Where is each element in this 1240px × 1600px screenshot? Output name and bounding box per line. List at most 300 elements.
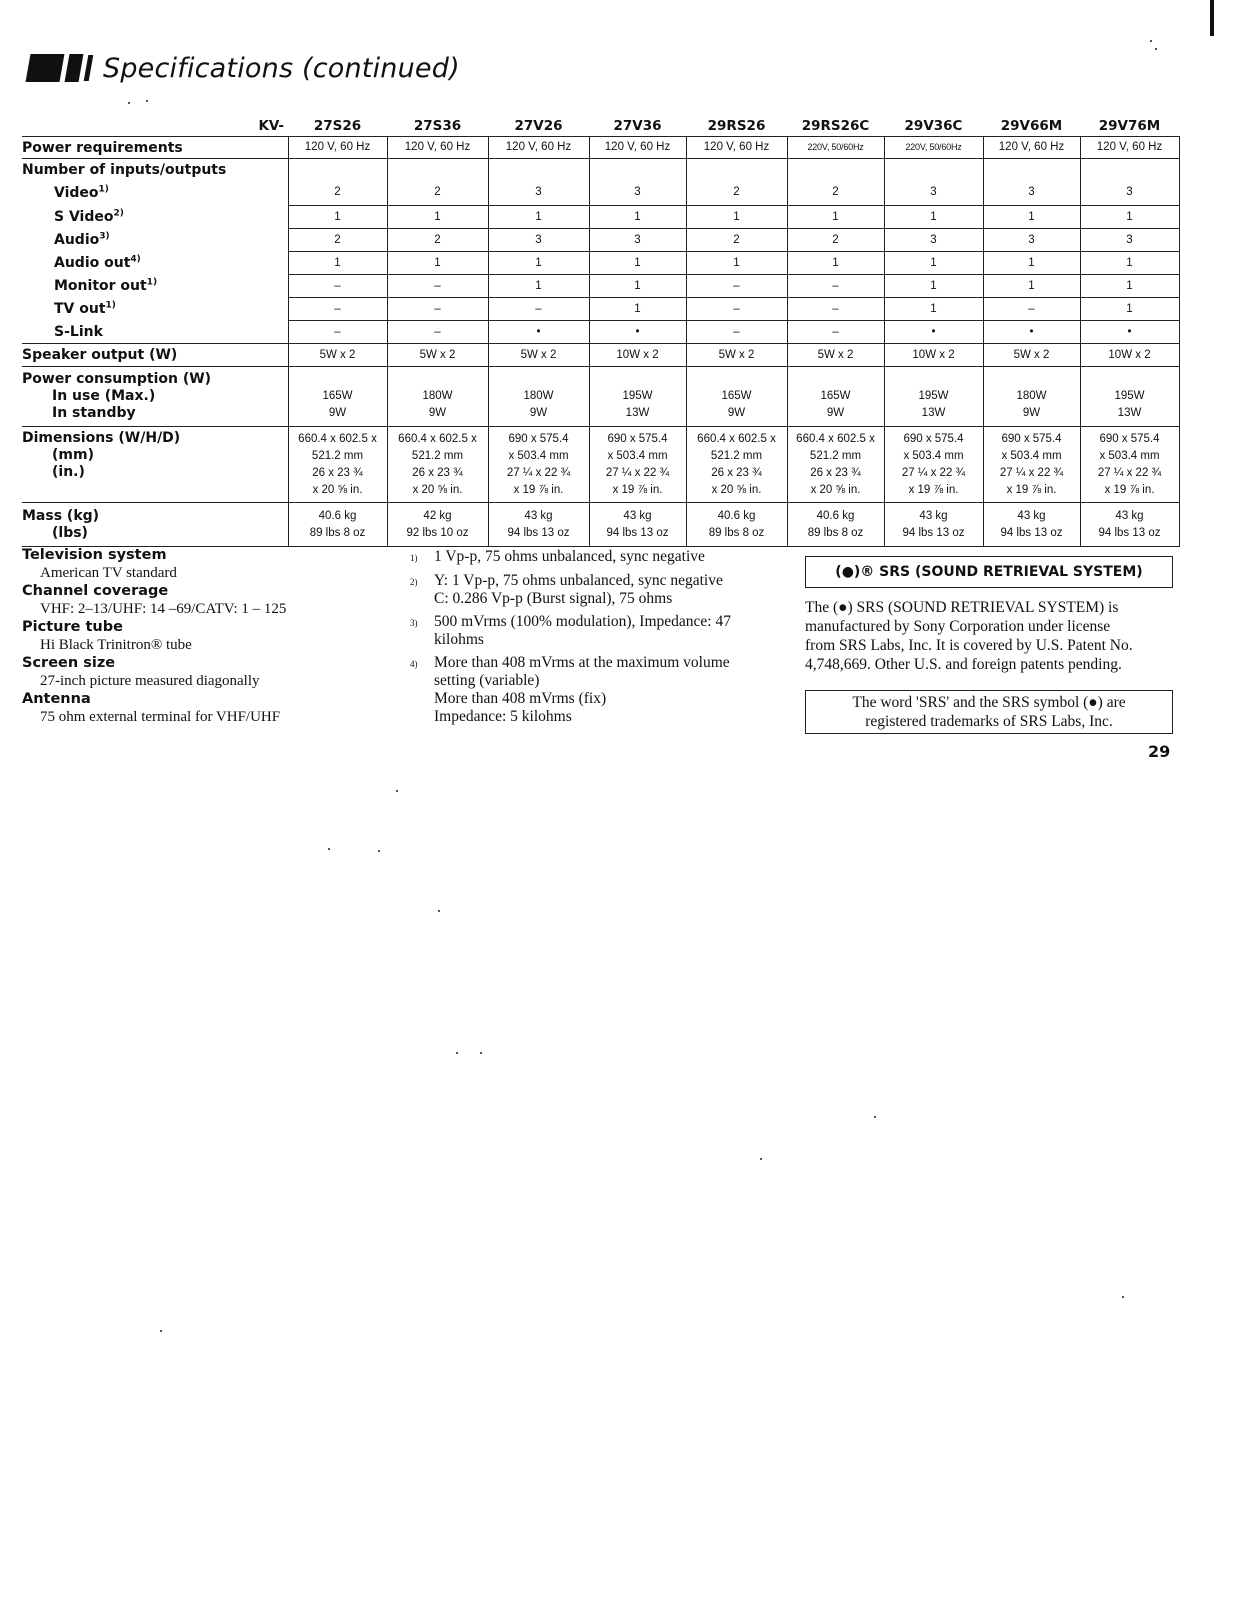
spec-value: x 19 ⅞ in. bbox=[908, 483, 959, 496]
header-block-icon bbox=[26, 54, 65, 82]
row-label: Power requirements bbox=[22, 137, 288, 159]
spec-value-cell bbox=[488, 321, 589, 344]
spec-value-cell bbox=[686, 229, 787, 252]
spec-value-cell bbox=[686, 159, 787, 181]
spec-value: 5W x 2 bbox=[319, 348, 356, 361]
spec-value-cell bbox=[288, 367, 387, 427]
spec-value-cell bbox=[387, 159, 488, 181]
spec-value-cell bbox=[589, 427, 686, 503]
spec-value: 9W bbox=[328, 406, 347, 419]
spec-value: 94 lbs 13 oz bbox=[1000, 526, 1063, 539]
row-dimensions bbox=[22, 427, 1179, 503]
footnote-marker: 4) bbox=[130, 254, 141, 265]
spec-value-cell bbox=[686, 367, 787, 427]
spec-value-cell bbox=[686, 275, 787, 298]
row-power-requirements bbox=[22, 137, 1179, 159]
spec-value-cell bbox=[1080, 344, 1179, 367]
row-sublabel: (in.) bbox=[52, 464, 85, 480]
spec-value: x 20 ⅝ in. bbox=[412, 483, 463, 496]
spec-value-cell bbox=[288, 427, 387, 503]
spec-value: 42 kg bbox=[423, 509, 452, 522]
spec-value-cell bbox=[787, 503, 884, 547]
scan-speck bbox=[328, 848, 330, 850]
spec-value-cell bbox=[589, 229, 686, 252]
spec-value-cell bbox=[983, 298, 1080, 321]
model-name: 27V26 bbox=[514, 118, 563, 134]
spec-value-cell bbox=[488, 229, 589, 252]
spec-value-cell bbox=[387, 181, 488, 206]
srs-trademark-box bbox=[805, 690, 1173, 734]
spec-value: 660.4 x 602.5 x bbox=[796, 432, 875, 445]
spec-value: 1 bbox=[930, 256, 937, 269]
header-block-icon bbox=[84, 55, 94, 81]
row-label bbox=[22, 503, 288, 547]
footnote-body bbox=[434, 548, 705, 567]
spec-value: 1 bbox=[334, 256, 341, 269]
spec-value: 690 x 575.4 bbox=[1099, 432, 1160, 445]
spec-value-cell bbox=[589, 181, 686, 206]
spec-value-cell bbox=[983, 181, 1080, 206]
scan-speck bbox=[1122, 1296, 1124, 1298]
spec-value: 27 ¼ x 22 ¾ bbox=[901, 466, 966, 479]
spec-value-cell bbox=[983, 344, 1080, 367]
spec-value-cell bbox=[983, 503, 1080, 547]
row-label-text: TV out bbox=[54, 301, 106, 317]
spec-value: 43 kg bbox=[919, 509, 948, 522]
footnote-marker: 3) bbox=[99, 231, 110, 242]
spec-value-cell bbox=[884, 181, 983, 206]
spec-value: 89 lbs 8 oz bbox=[807, 526, 864, 539]
spec-value: 2 bbox=[832, 233, 839, 246]
scan-speck bbox=[438, 910, 440, 912]
spec-heading: Screen size bbox=[22, 655, 116, 671]
spec-value-cell bbox=[1080, 503, 1179, 547]
spec-value-cell bbox=[1080, 427, 1179, 503]
spec-value: 13W bbox=[625, 406, 650, 419]
spec-value: 1 bbox=[634, 210, 641, 223]
spec-value-cell bbox=[686, 503, 787, 547]
scan-speck bbox=[874, 1116, 876, 1118]
footnote bbox=[410, 654, 780, 726]
footnote-line: More than 408 mVrms at the maximum volume bbox=[434, 654, 730, 671]
spec-value: 5W x 2 bbox=[1013, 348, 1050, 361]
spec-value-cell bbox=[288, 229, 387, 252]
spec-value-cell bbox=[983, 252, 1080, 275]
spec-value: 195W bbox=[918, 389, 949, 402]
scan-speck bbox=[378, 850, 380, 852]
spec-value-cell bbox=[983, 137, 1080, 159]
model-name: 29V36C bbox=[904, 118, 963, 134]
spec-value: 2 bbox=[334, 186, 341, 199]
spec-value-cell bbox=[884, 275, 983, 298]
footnote bbox=[410, 548, 780, 567]
spec-value: 1 bbox=[434, 210, 441, 223]
spec-value: 3 bbox=[634, 233, 641, 246]
spec-value-cell bbox=[488, 503, 589, 547]
spec-value-cell bbox=[686, 321, 787, 344]
spec-value: 180W bbox=[1016, 389, 1047, 402]
spec-value-cell bbox=[387, 229, 488, 252]
spec-value: 1 bbox=[733, 210, 740, 223]
footnote-line: kilohms bbox=[434, 631, 484, 648]
kv-prefix: KV- bbox=[258, 118, 284, 134]
spec-value-cell bbox=[983, 427, 1080, 503]
spec-value-cell bbox=[1080, 298, 1179, 321]
spec-value: 5W x 2 bbox=[419, 348, 456, 361]
spec-heading: Channel coverage bbox=[22, 583, 169, 599]
spec-value: 521.2 mm bbox=[710, 449, 763, 462]
spec-value: 13W bbox=[921, 406, 946, 419]
spec-value-cell bbox=[884, 367, 983, 427]
spec-value: – bbox=[434, 325, 441, 338]
spec-value: 690 x 575.4 bbox=[607, 432, 668, 445]
spec-value-cell bbox=[488, 344, 589, 367]
spec-value: 690 x 575.4 bbox=[508, 432, 569, 445]
spec-value-cell bbox=[787, 321, 884, 344]
spec-value: 26 x 23 ¾ bbox=[312, 466, 363, 479]
spec-value: 521.2 mm bbox=[411, 449, 464, 462]
spec-value-cell bbox=[1080, 321, 1179, 344]
spec-value-cell bbox=[884, 298, 983, 321]
footnote-line: C: 0.286 Vp-p (Burst signal), 75 ohms bbox=[434, 590, 673, 607]
spec-text: Hi Black Trinitron® tube bbox=[40, 637, 192, 653]
spec-value: 3 bbox=[1028, 186, 1035, 199]
footnote-line: More than 408 mVrms (fix) bbox=[434, 690, 607, 707]
spec-value-cell bbox=[488, 427, 589, 503]
row-label bbox=[22, 252, 288, 275]
srs-paragraph bbox=[805, 598, 1185, 674]
footnote-line: 500 mVrms (100% modulation), Impedance: 47 bbox=[434, 613, 731, 630]
spec-value: 690 x 575.4 bbox=[903, 432, 964, 445]
spec-value-cell bbox=[686, 181, 787, 206]
scan-speck bbox=[146, 100, 148, 102]
row-io-heading bbox=[22, 159, 1179, 181]
spec-heading: Antenna bbox=[22, 691, 91, 707]
spec-value: 195W bbox=[1114, 389, 1145, 402]
spec-value-cell bbox=[488, 137, 589, 159]
scan-speck bbox=[1150, 40, 1152, 42]
spec-value: 1 bbox=[334, 210, 341, 223]
spec-value-cell bbox=[288, 321, 387, 344]
footnote-marker: 1) bbox=[98, 184, 109, 195]
spec-value-cell bbox=[787, 252, 884, 275]
spec-value: 120 V, 60 Hz bbox=[998, 141, 1065, 153]
spec-value-cell bbox=[288, 298, 387, 321]
spec-value-cell bbox=[983, 229, 1080, 252]
spec-value-cell bbox=[983, 367, 1080, 427]
spec-value: 1 bbox=[1126, 210, 1133, 223]
srs-paragraph-line: 4,748,669. Other U.S. and foreign patents pending. bbox=[805, 656, 1122, 673]
footnote bbox=[410, 572, 780, 608]
spec-value: 1 bbox=[535, 210, 542, 223]
spec-value: 9W bbox=[428, 406, 447, 419]
spec-value-cell bbox=[1080, 252, 1179, 275]
row-label: Speaker output (W) bbox=[22, 344, 288, 367]
spec-value: – bbox=[733, 279, 740, 292]
row-label-text: Monitor out bbox=[54, 278, 147, 294]
srs-title-box: (●)® SRS (SOUND RETRIEVAL SYSTEM) bbox=[805, 556, 1173, 588]
spec-value-cell bbox=[387, 367, 488, 427]
spec-value: 2 bbox=[733, 233, 740, 246]
spec-text: 75 ohm external terminal for VHF/UHF bbox=[40, 709, 281, 725]
row-io-monitor-out bbox=[22, 275, 1179, 298]
spec-value: 94 lbs 13 oz bbox=[606, 526, 669, 539]
srs-paragraph-line: from SRS Labs, Inc. It is covered by U.S. Patent No. bbox=[805, 637, 1133, 654]
spec-value: 220V, 50/60Hz bbox=[905, 142, 962, 152]
spec-value-cell bbox=[787, 181, 884, 206]
spec-value: – bbox=[733, 325, 740, 338]
spec-value-cell bbox=[288, 181, 387, 206]
row-label-text: Dimensions (W/H/D) bbox=[22, 430, 181, 446]
spec-value: 3 bbox=[930, 186, 937, 199]
spec-value: 120 V, 60 Hz bbox=[304, 141, 371, 153]
footnote bbox=[410, 613, 780, 649]
footnote-marker: 2) bbox=[410, 577, 418, 587]
footnote-body bbox=[434, 613, 731, 649]
spec-value: 43 kg bbox=[623, 509, 652, 522]
spec-value: 521.2 mm bbox=[809, 449, 862, 462]
spec-value-cell bbox=[1080, 367, 1179, 427]
row-power-consumption bbox=[22, 367, 1179, 427]
spec-value-cell bbox=[589, 298, 686, 321]
spec-value-cell bbox=[884, 159, 983, 181]
page-number: 29 bbox=[1148, 742, 1171, 761]
spec-value-cell bbox=[589, 252, 686, 275]
row-io-s-video bbox=[22, 206, 1179, 229]
spec-value: x 503.4 mm bbox=[607, 449, 668, 462]
spec-value: – bbox=[434, 279, 441, 292]
spec-value: 165W bbox=[322, 389, 353, 402]
spec-value: 2 bbox=[434, 186, 441, 199]
model-header-row bbox=[22, 112, 1179, 137]
spec-value-cell bbox=[1080, 275, 1179, 298]
srs-paragraph-line: manufactured by Sony Corporation under license bbox=[805, 618, 1111, 635]
spec-value: 660.4 x 602.5 x bbox=[398, 432, 477, 445]
section-header bbox=[28, 48, 460, 88]
spec-value: 27 ¼ x 22 ¾ bbox=[999, 466, 1064, 479]
spec-value: 180W bbox=[422, 389, 453, 402]
spec-value: 27 ¼ x 22 ¾ bbox=[506, 466, 571, 479]
footnote-marker: 1) bbox=[105, 300, 116, 311]
spec-value: 165W bbox=[721, 389, 752, 402]
spec-value: 94 lbs 13 oz bbox=[507, 526, 570, 539]
spec-value: x 19 ⅞ in. bbox=[1104, 483, 1155, 496]
spec-value-cell bbox=[884, 427, 983, 503]
spec-value-cell bbox=[589, 275, 686, 298]
spec-value: 3 bbox=[1126, 186, 1133, 199]
footnote-line: setting (variable) bbox=[434, 672, 540, 689]
spec-value: 220V, 50/60Hz bbox=[807, 142, 864, 152]
scan-speck bbox=[480, 1052, 482, 1054]
spec-value: 5W x 2 bbox=[718, 348, 755, 361]
footnote-marker: 4) bbox=[410, 659, 418, 669]
scan-speck bbox=[760, 1158, 762, 1160]
spec-value-cell bbox=[387, 275, 488, 298]
spec-value: 1 bbox=[832, 210, 839, 223]
row-io-s-link bbox=[22, 321, 1179, 344]
spec-value: x 503.4 mm bbox=[903, 449, 964, 462]
trademark-line: The word 'SRS' and the SRS symbol (●) are bbox=[852, 694, 1126, 711]
page-edge-mark bbox=[1210, 0, 1214, 36]
spec-value-cell bbox=[589, 321, 686, 344]
spec-value-cell bbox=[686, 427, 787, 503]
spec-value: – bbox=[535, 302, 542, 315]
spec-value: • bbox=[1029, 325, 1034, 338]
model-name: 29V66M bbox=[1000, 118, 1063, 134]
spec-value: 1 bbox=[634, 279, 641, 292]
spec-value: x 19 ⅞ in. bbox=[1006, 483, 1057, 496]
spec-value-cell bbox=[1080, 137, 1179, 159]
spec-value: 89 lbs 8 oz bbox=[708, 526, 765, 539]
model-name: 29RS26 bbox=[707, 118, 766, 134]
spec-value: – bbox=[832, 302, 839, 315]
spec-value: 2 bbox=[434, 233, 441, 246]
spec-value: 660.4 x 602.5 x bbox=[697, 432, 776, 445]
spec-value-cell bbox=[983, 159, 1080, 181]
spec-value: 120 V, 60 Hz bbox=[604, 141, 671, 153]
spec-text: 27-inch picture measured diagonally bbox=[40, 673, 260, 689]
row-label bbox=[22, 229, 288, 252]
general-specifications bbox=[22, 546, 382, 726]
footnote-marker: 1) bbox=[410, 553, 418, 563]
spec-value-cell bbox=[488, 206, 589, 229]
spec-value: 1 bbox=[733, 256, 740, 269]
scan-speck bbox=[396, 790, 398, 792]
spec-value-cell bbox=[787, 229, 884, 252]
spec-value-cell bbox=[589, 206, 686, 229]
spec-value-cell bbox=[488, 298, 589, 321]
spec-value-cell bbox=[589, 503, 686, 547]
spec-value: x 20 ⅝ in. bbox=[312, 483, 363, 496]
spec-value: 1 bbox=[930, 279, 937, 292]
scan-speck bbox=[128, 102, 130, 104]
spec-value-cell bbox=[387, 344, 488, 367]
spec-value-cell bbox=[1080, 206, 1179, 229]
spec-value: 120 V, 60 Hz bbox=[703, 141, 770, 153]
spec-value: 89 lbs 8 oz bbox=[309, 526, 366, 539]
spec-value: 3 bbox=[930, 233, 937, 246]
spec-value-cell bbox=[686, 252, 787, 275]
spec-text: VHF: 2–13/UHF: 14 –69/CATV: 1 – 125 bbox=[40, 601, 287, 617]
spec-value: 2 bbox=[334, 233, 341, 246]
spec-value-cell bbox=[884, 252, 983, 275]
spec-value: 40.6 kg bbox=[318, 509, 357, 522]
spec-value: 40.6 kg bbox=[816, 509, 855, 522]
spec-value-cell bbox=[288, 503, 387, 547]
row-label-text: S Video bbox=[54, 209, 114, 225]
spec-value: 26 x 23 ¾ bbox=[810, 466, 861, 479]
spec-value: 2 bbox=[733, 186, 740, 199]
spec-heading: Picture tube bbox=[22, 619, 123, 635]
footnote-body bbox=[434, 654, 730, 726]
spec-value-cell bbox=[288, 275, 387, 298]
spec-value: 1 bbox=[930, 302, 937, 315]
spec-value-cell bbox=[488, 275, 589, 298]
spec-value: 660.4 x 602.5 x bbox=[298, 432, 377, 445]
footnote-marker: 2) bbox=[113, 208, 124, 219]
spec-value: 3 bbox=[535, 186, 542, 199]
model-name: 29V76M bbox=[1098, 118, 1161, 134]
row-io-video bbox=[22, 181, 1179, 206]
spec-value: – bbox=[832, 279, 839, 292]
spec-value-cell bbox=[787, 344, 884, 367]
spec-value-cell bbox=[387, 252, 488, 275]
spec-value-cell bbox=[589, 137, 686, 159]
spec-value: 3 bbox=[634, 186, 641, 199]
row-speaker-output bbox=[22, 344, 1179, 367]
spec-value: – bbox=[434, 302, 441, 315]
spec-value: 40.6 kg bbox=[717, 509, 756, 522]
trademark-line: registered trademarks of SRS Labs, Inc. bbox=[865, 713, 1113, 730]
model-name: 27S36 bbox=[413, 118, 462, 134]
spec-value: • bbox=[931, 325, 936, 338]
spec-value: 26 x 23 ¾ bbox=[412, 466, 463, 479]
spec-value: x 19 ⅞ in. bbox=[513, 483, 564, 496]
footnote-body bbox=[434, 572, 723, 608]
row-label bbox=[22, 181, 288, 206]
footnotes bbox=[410, 548, 780, 731]
spec-value-cell bbox=[884, 137, 983, 159]
spec-value-cell bbox=[884, 321, 983, 344]
spec-value: – bbox=[334, 325, 341, 338]
spec-value: 1 bbox=[634, 256, 641, 269]
spec-value-cell bbox=[983, 206, 1080, 229]
spec-value: 5W x 2 bbox=[817, 348, 854, 361]
spec-value-cell bbox=[288, 159, 387, 181]
spec-value: 94 lbs 13 oz bbox=[902, 526, 965, 539]
spec-value-cell bbox=[787, 159, 884, 181]
spec-value: 1 bbox=[1126, 302, 1133, 315]
row-label bbox=[22, 367, 288, 427]
spec-value: 94 lbs 13 oz bbox=[1098, 526, 1161, 539]
row-sublabel: In standby bbox=[52, 405, 136, 421]
spec-value: 690 x 575.4 bbox=[1001, 432, 1062, 445]
row-label bbox=[22, 321, 288, 344]
spec-value: 195W bbox=[622, 389, 653, 402]
spec-value: x 20 ⅝ in. bbox=[810, 483, 861, 496]
row-label bbox=[22, 427, 288, 503]
spec-value-cell bbox=[787, 427, 884, 503]
spec-value: 5W x 2 bbox=[520, 348, 557, 361]
specifications-table bbox=[22, 112, 1180, 547]
spec-value: 13W bbox=[1117, 406, 1142, 419]
spec-value: 10W x 2 bbox=[1108, 348, 1151, 361]
scan-speck bbox=[1155, 48, 1157, 50]
spec-value: 1 bbox=[535, 279, 542, 292]
spec-value: 1 bbox=[1126, 279, 1133, 292]
spec-value: 1 bbox=[930, 210, 937, 223]
scan-speck bbox=[456, 1052, 458, 1054]
row-label-text: Video bbox=[54, 185, 99, 201]
spec-value-cell bbox=[288, 137, 387, 159]
spec-value: 521.2 mm bbox=[311, 449, 364, 462]
spec-value-cell bbox=[589, 367, 686, 427]
row-sublabel: (lbs) bbox=[52, 524, 88, 541]
row-io-audio bbox=[22, 229, 1179, 252]
spec-value-cell bbox=[488, 181, 589, 206]
row-label-text: Power consumption (W) bbox=[22, 371, 212, 387]
srs-paragraph-line: The (●) SRS (SOUND RETRIEVAL SYSTEM) is bbox=[805, 599, 1119, 616]
spec-value: 2 bbox=[832, 186, 839, 199]
model-name: 27V36 bbox=[613, 118, 662, 134]
spec-value: 27 ¼ x 22 ¾ bbox=[1097, 466, 1162, 479]
page-title: Specifications (continued) bbox=[103, 52, 460, 84]
spec-value: 120 V, 60 Hz bbox=[1096, 141, 1163, 153]
row-label bbox=[22, 275, 288, 298]
spec-value-cell bbox=[589, 344, 686, 367]
spec-value: x 503.4 mm bbox=[1001, 449, 1062, 462]
spec-value: – bbox=[334, 302, 341, 315]
